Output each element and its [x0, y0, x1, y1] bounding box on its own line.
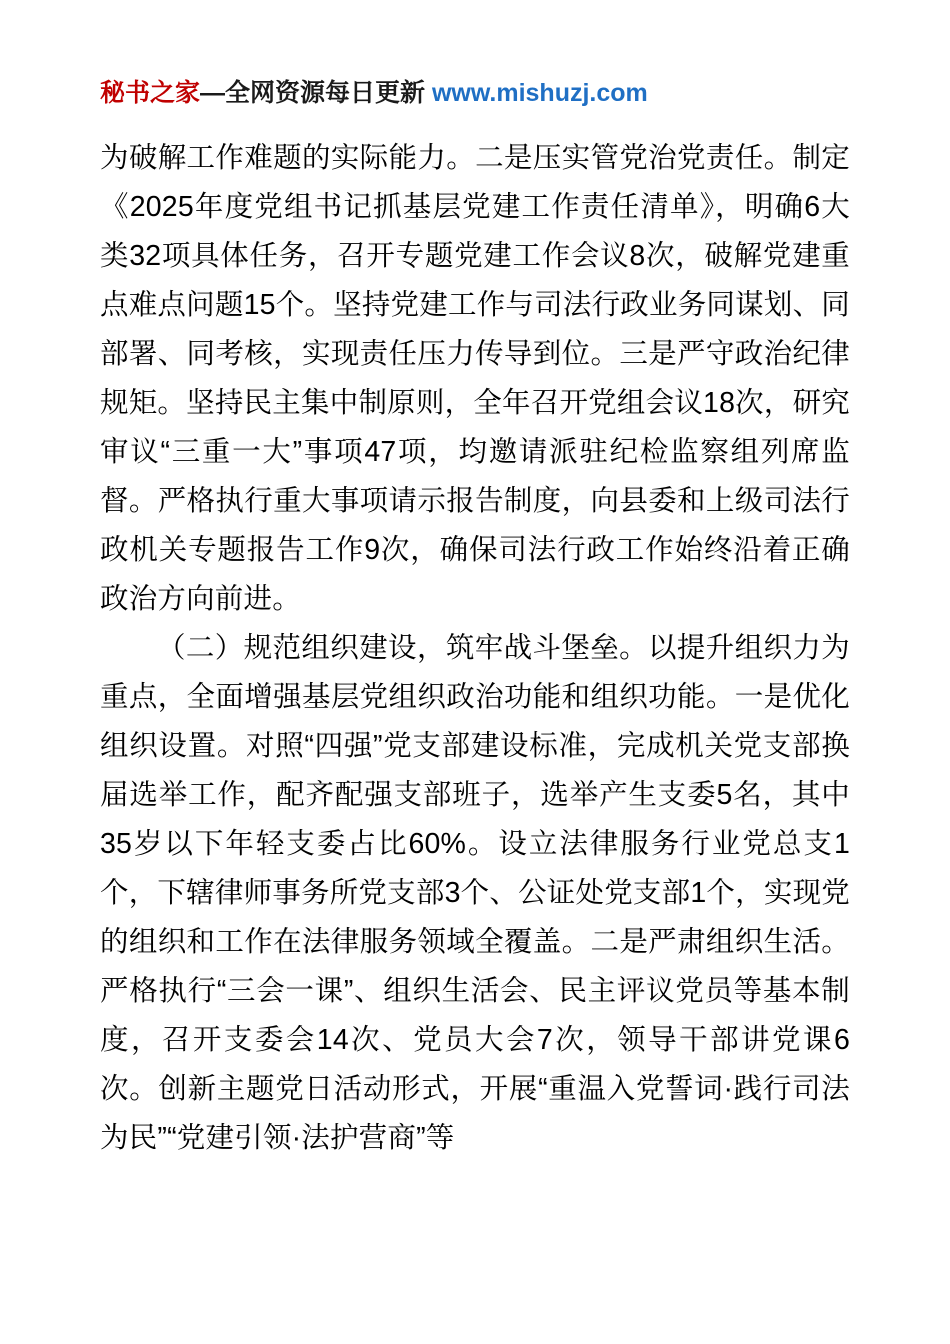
site-tagline: —全网资源每日更新 — [200, 79, 426, 107]
site-url: www.mishuzj.com — [431, 79, 648, 107]
paragraph-1: 为破解工作难题的实际能力。二是压实管党治党责任。制定《2025年度党组书记抓基层党建工作责任清单》，明确6大类32项具体任务，召开专题党建工作会议8次，破解党建重点难点问题15个。坚持党建工作与司法行政业务同谋划、同部署、同考核，实现责任压力传导到位。三是严守政治纪律规矩。坚持民主集中制原则，全年召开党组会议18次，研究审议“三重一大”事项47项，均邀请派驻纪检监察组列席监督。严格执行重大事项请示报告制度，向县委和上级司法行政机关专题报告工作9次，确保司法行政工作始终沿着正确政治方向前进。 — [100, 142, 850, 615]
document-body — [100, 134, 850, 1163]
site-brand: 秘书之家 — [100, 79, 201, 107]
paragraph-2: （二）规范组织建设，筑牢战斗堡垒。以提升组织力为重点，全面增强基层党组织政治功能和组织功能。一是优化组织设置。对照“四强”党支部建设标准，完成机关党支部换届选举工作，配齐配强支部班子，选举产生支委5名，其中35岁以下年轻支委占比60%。设立法律服务行业党总支1个，下辖律师事务所党支部3个、公证处党支部1个，实现党的组织和工作在法律服务领域全覆盖。二是严肃组织生活。严格执行“三会一课”、组织生活会、民主评议党员等基本制度，召开支委会14次、党员大会7次，领导干部讲党课6次。创新主题党日活动形式，开展“重温入党誓词·践行司法为民”“党建引领·法护营商”等 — [100, 632, 850, 1154]
site-header — [100, 0, 850, 108]
